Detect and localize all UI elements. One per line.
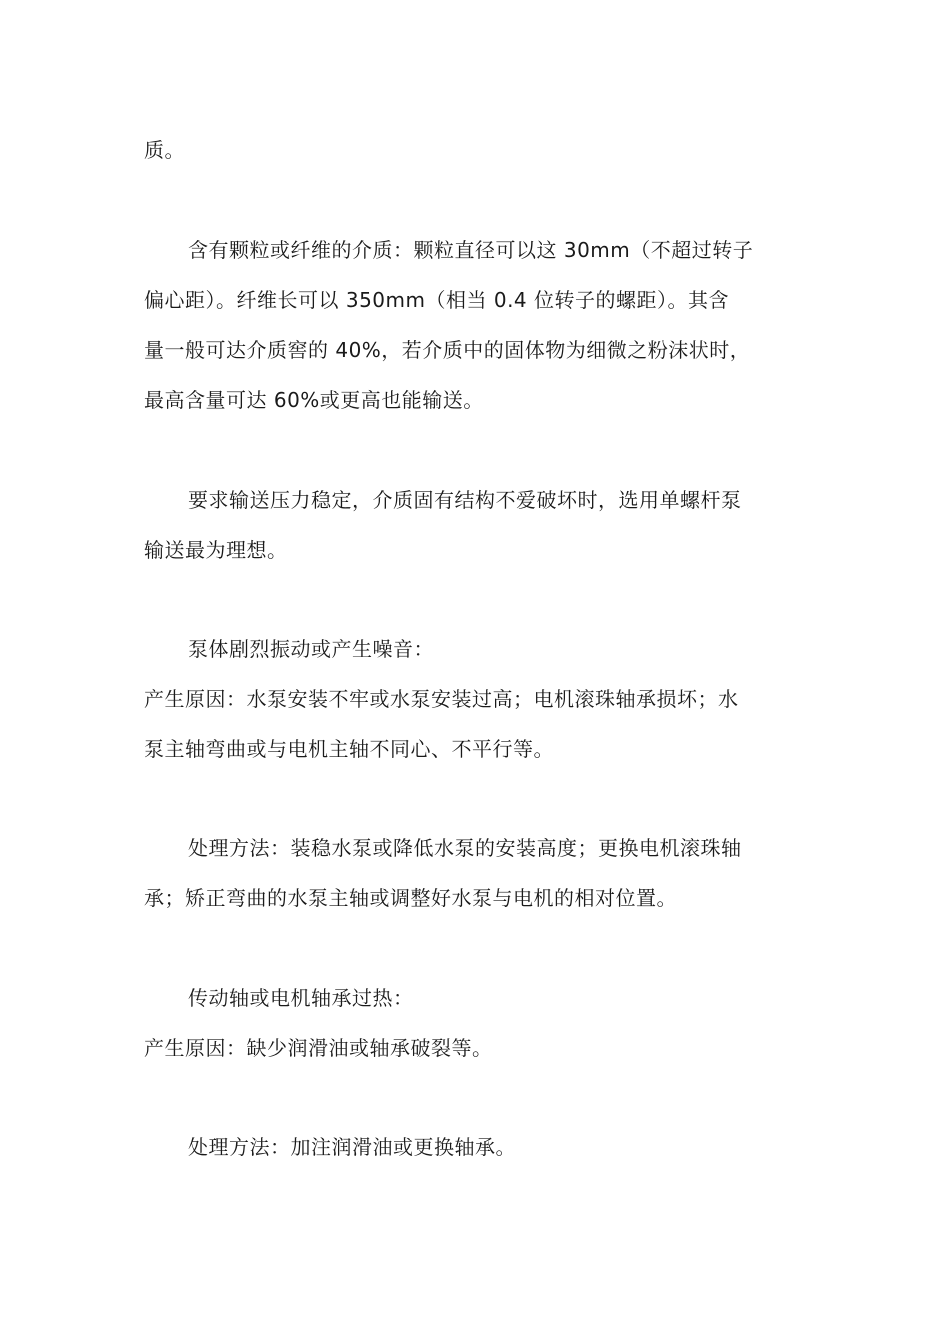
text-line: 含有颗粒或纤维的介质：颗粒直径可以这 30mm（不超过转子 bbox=[188, 238, 754, 262]
text-line: 输送最为理想。 bbox=[144, 538, 288, 562]
text-line: 处理方法：加注润滑油或更换轴承。 bbox=[188, 1135, 516, 1159]
text-line: 质。 bbox=[144, 138, 185, 162]
section-heading: 传动轴或电机轴承过热： bbox=[188, 986, 414, 1010]
text-line: 泵主轴弯曲或与电机主轴不同心、不平行等。 bbox=[144, 737, 554, 761]
text-line: 产生原因：水泵安装不牢或水泵安装过高；电机滚珠轴承损坏；水 bbox=[144, 687, 739, 711]
text-line: 产生原因：缺少润滑油或轴承破裂等。 bbox=[144, 1036, 493, 1060]
text-line: 偏心距）。纤维长可以 350mm（相当 0.4 位转子的螺距）。其含 bbox=[144, 288, 730, 312]
text-line: 处理方法：装稳水泵或降低水泵的安装高度；更换电机滚珠轴 bbox=[188, 836, 742, 860]
text-line: 要求输送压力稳定，介质固有结构不爱破坏时，选用单螺杆泵 bbox=[188, 488, 742, 512]
text-line: 最高含量可达 60%或更高也能输送。 bbox=[144, 388, 484, 412]
text-line: 承；矫正弯曲的水泵主轴或调整好水泵与电机的相对位置。 bbox=[144, 886, 677, 910]
section-heading: 泵体剧烈振动或产生噪音： bbox=[188, 637, 434, 661]
text-line: 量一般可达介质窖的 40%，若介质中的固体物为细微之粉沫状时， bbox=[144, 338, 751, 362]
